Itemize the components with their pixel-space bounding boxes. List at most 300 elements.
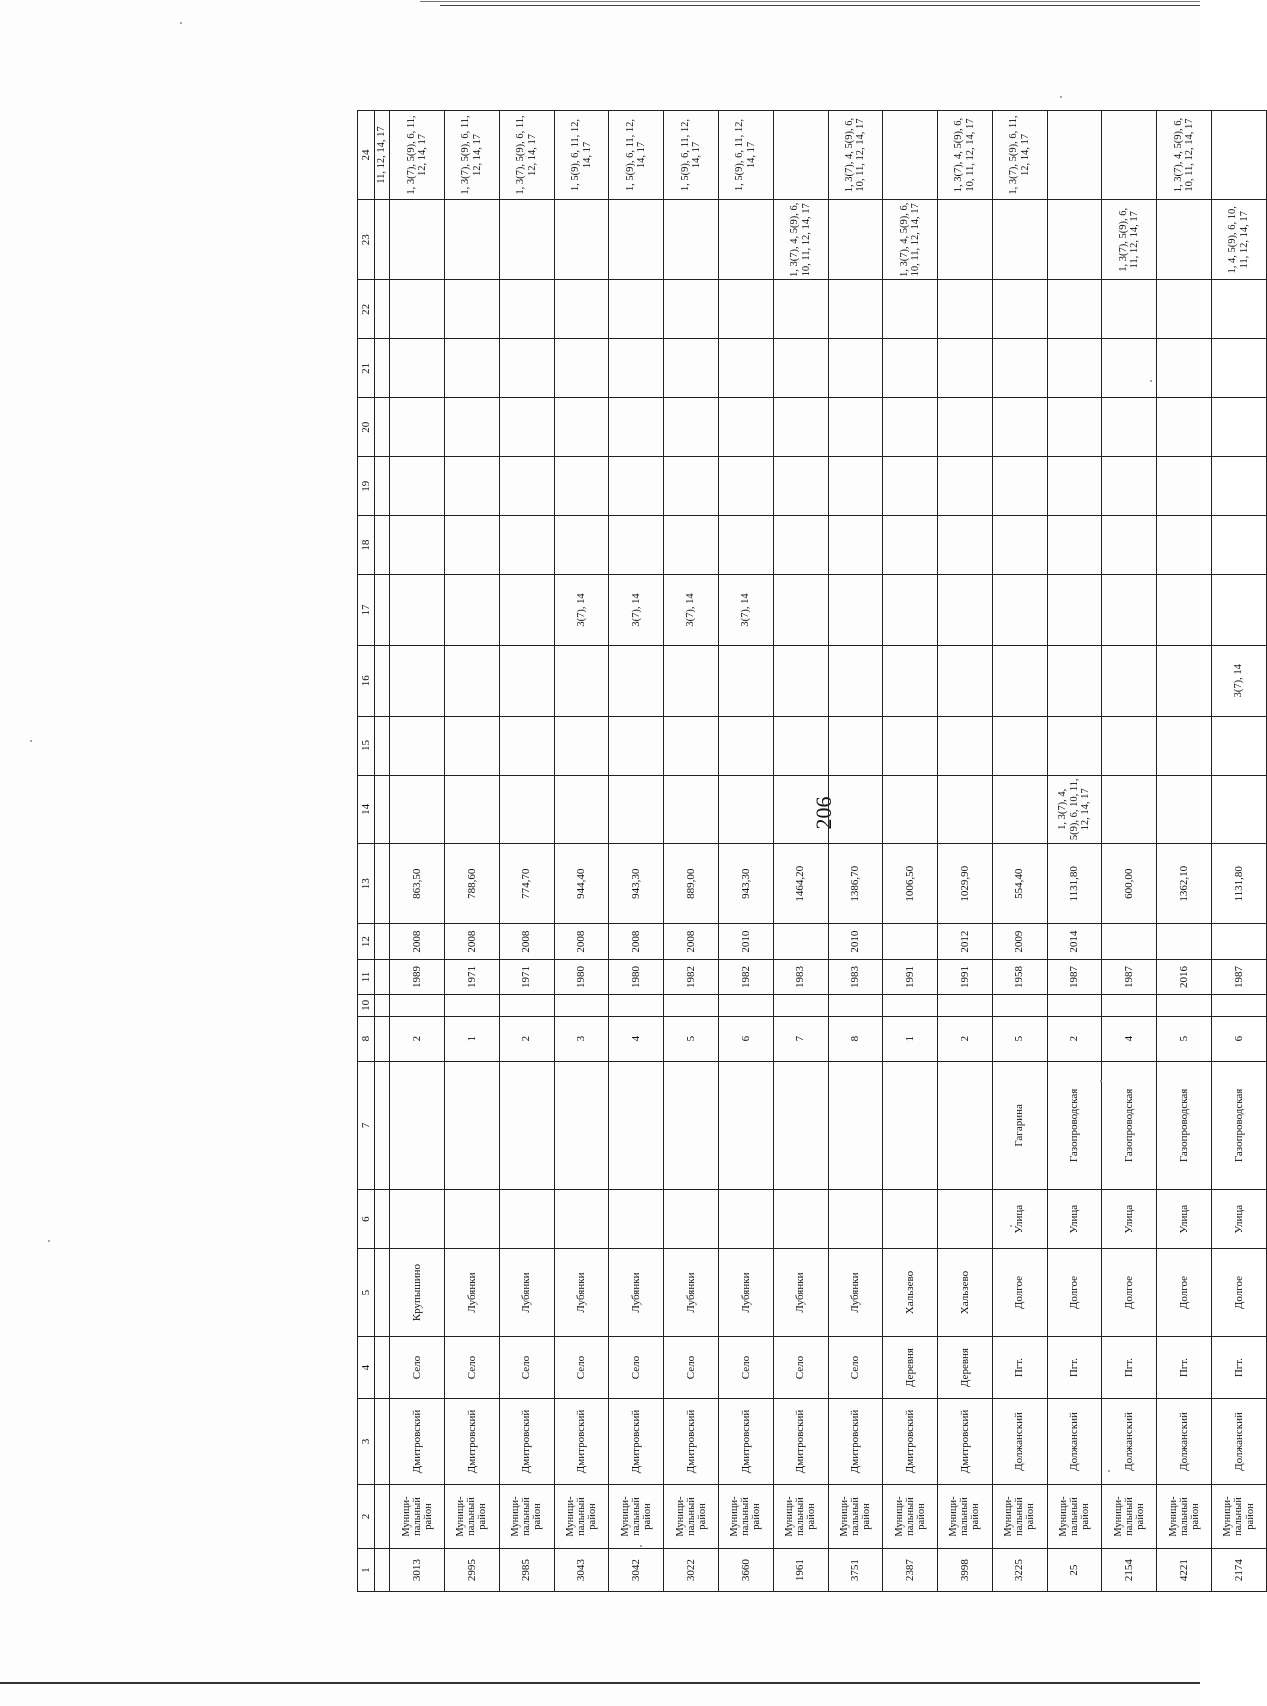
cell-col-14 bbox=[1102, 775, 1157, 844]
cell-col-21 bbox=[883, 339, 938, 398]
scan-edge-bottom-rule bbox=[0, 1682, 1200, 1684]
cell-col-2: Муници-пальный район bbox=[1211, 1484, 1266, 1548]
cell-col-20 bbox=[992, 398, 1047, 457]
cell-col-2: Муници-пальный район bbox=[390, 1484, 445, 1548]
cell-col-18 bbox=[375, 516, 390, 575]
cell-col-24: 1, 3(7), 4, 5(9), 6, 10, 11, 12, 14, 17 bbox=[1157, 111, 1212, 200]
cell-col-14 bbox=[375, 775, 390, 844]
cell-col-8: 5 bbox=[992, 1016, 1047, 1061]
scan-speck bbox=[640, 1545, 642, 1547]
cell-col-19 bbox=[375, 457, 390, 516]
cell-col-22 bbox=[390, 280, 445, 339]
cell-col-17 bbox=[445, 575, 500, 646]
cell-col-10 bbox=[445, 995, 500, 1016]
cell-col-8: 1 bbox=[445, 1016, 500, 1061]
cell-col-17 bbox=[1047, 575, 1102, 646]
cell-col-24: 11, 12, 14, 17 bbox=[375, 111, 390, 200]
cell-col-6 bbox=[609, 1190, 664, 1249]
cell-col-12 bbox=[375, 924, 390, 959]
cell-col-5: Хальзево bbox=[883, 1249, 938, 1337]
cell-col-5: Лубянки bbox=[664, 1249, 719, 1337]
cell-col-15 bbox=[609, 716, 664, 775]
table-row bbox=[828, 111, 883, 1592]
scan-speck bbox=[180, 22, 182, 24]
cell-col-20 bbox=[554, 398, 609, 457]
cell-col-6: Улица bbox=[1211, 1190, 1266, 1249]
cell-col-22 bbox=[992, 280, 1047, 339]
cell-col-8: 4 bbox=[609, 1016, 664, 1061]
cell-col-4: Село bbox=[609, 1336, 664, 1398]
cell-col-8: 5 bbox=[664, 1016, 719, 1061]
cell-col-7 bbox=[609, 1061, 664, 1190]
cell-col-1: 3751 bbox=[828, 1549, 883, 1592]
cell-col-17 bbox=[1102, 575, 1157, 646]
cell-col-17: 3(7), 14 bbox=[664, 575, 719, 646]
cell-col-13: 554,40 bbox=[992, 844, 1047, 924]
column-number-2: 2 bbox=[358, 1484, 375, 1548]
cell-col-13: 889,00 bbox=[664, 844, 719, 924]
cell-col-16 bbox=[445, 645, 500, 716]
cell-col-14 bbox=[828, 775, 883, 844]
cell-col-17 bbox=[883, 575, 938, 646]
cell-col-21 bbox=[390, 339, 445, 398]
cell-col-12 bbox=[1157, 924, 1212, 959]
cell-col-14 bbox=[554, 775, 609, 844]
cell-col-14 bbox=[445, 775, 500, 844]
cell-col-5: Долгое bbox=[1157, 1249, 1212, 1337]
cell-col-10 bbox=[992, 995, 1047, 1016]
cell-col-21 bbox=[1211, 339, 1266, 398]
column-number-11: 11 bbox=[358, 959, 375, 994]
cell-col-7: Гагарина bbox=[992, 1061, 1047, 1190]
cell-col-8: 2 bbox=[499, 1016, 554, 1061]
cell-col-6: Улица bbox=[1157, 1190, 1212, 1249]
cell-col-13: 1131,80 bbox=[1047, 844, 1102, 924]
cell-col-3: Должанский bbox=[1102, 1399, 1157, 1485]
cell-col-22 bbox=[445, 280, 500, 339]
cell-col-6 bbox=[664, 1190, 719, 1249]
cell-col-4: Деревня bbox=[938, 1336, 993, 1398]
cell-col-24 bbox=[773, 111, 828, 200]
cell-col-3: Должанский bbox=[992, 1399, 1047, 1485]
cell-col-16: 3(7), 14 bbox=[1211, 645, 1266, 716]
cell-col-8: 2 bbox=[938, 1016, 993, 1061]
column-number-13: 13 bbox=[358, 844, 375, 924]
cell-col-11: 1983 bbox=[773, 959, 828, 994]
cell-col-4: Пгт. bbox=[1102, 1336, 1157, 1398]
cell-col-14 bbox=[1211, 775, 1266, 844]
cell-col-12: 2012 bbox=[938, 924, 993, 959]
cell-col-6 bbox=[499, 1190, 554, 1249]
cell-col-5: Лубянки bbox=[773, 1249, 828, 1337]
cell-col-22 bbox=[718, 280, 773, 339]
cell-col-10 bbox=[828, 995, 883, 1016]
cell-col-21 bbox=[664, 339, 719, 398]
cell-col-11: 1989 bbox=[390, 959, 445, 994]
cell-col-3: Дмитровский bbox=[390, 1399, 445, 1485]
cell-col-17 bbox=[828, 575, 883, 646]
cell-col-16 bbox=[883, 645, 938, 716]
column-number-16: 16 bbox=[358, 645, 375, 716]
cell-col-22 bbox=[664, 280, 719, 339]
cell-col-14 bbox=[773, 775, 828, 844]
cell-col-3: Дмитровский bbox=[445, 1399, 500, 1485]
cell-col-7 bbox=[773, 1061, 828, 1190]
cell-col-21 bbox=[992, 339, 1047, 398]
cell-col-12: 2008 bbox=[499, 924, 554, 959]
cell-col-18 bbox=[883, 516, 938, 575]
cell-col-23 bbox=[554, 200, 609, 280]
cell-col-3 bbox=[375, 1399, 390, 1485]
cell-col-20 bbox=[499, 398, 554, 457]
cell-col-1: 2387 bbox=[883, 1549, 938, 1592]
cell-col-10 bbox=[1211, 995, 1266, 1016]
cell-col-13: 774,70 bbox=[499, 844, 554, 924]
cell-col-17 bbox=[390, 575, 445, 646]
cell-col-4: Село bbox=[445, 1336, 500, 1398]
cell-col-24: 1, 3(7), 4, 5(9), 6, 10, 11, 12, 14, 17 bbox=[938, 111, 993, 200]
cell-col-21 bbox=[773, 339, 828, 398]
cell-col-19 bbox=[828, 457, 883, 516]
cell-col-7: Газопроводская bbox=[1102, 1061, 1157, 1190]
cell-col-13: 943,30 bbox=[718, 844, 773, 924]
cell-col-15 bbox=[938, 716, 993, 775]
table-row bbox=[1102, 111, 1157, 1592]
cell-col-22 bbox=[499, 280, 554, 339]
cell-col-15 bbox=[718, 716, 773, 775]
cell-col-13: 1362,10 bbox=[1157, 844, 1212, 924]
cell-col-19 bbox=[1157, 457, 1212, 516]
cell-col-14 bbox=[499, 775, 554, 844]
table-row bbox=[1157, 111, 1212, 1592]
housing-registry-table bbox=[357, 110, 1267, 1592]
cell-col-17 bbox=[938, 575, 993, 646]
cell-col-10 bbox=[375, 995, 390, 1016]
cell-col-5: Лубянки bbox=[445, 1249, 500, 1337]
cell-col-21 bbox=[554, 339, 609, 398]
cell-col-10 bbox=[718, 995, 773, 1016]
cell-col-1: 3022 bbox=[664, 1549, 719, 1592]
cell-col-11: 1987 bbox=[1211, 959, 1266, 994]
cell-col-2 bbox=[375, 1484, 390, 1548]
cell-col-15 bbox=[390, 716, 445, 775]
scan-speck bbox=[1100, 1080, 1102, 1082]
cell-col-24: 1, 5(9), 6, 11, 12, 14, 17 bbox=[609, 111, 664, 200]
cell-col-22 bbox=[609, 280, 664, 339]
table-row bbox=[718, 111, 773, 1592]
table-row bbox=[773, 111, 828, 1592]
cell-col-20 bbox=[445, 398, 500, 457]
cell-col-12: 2008 bbox=[554, 924, 609, 959]
cell-col-24: 1, 5(9), 6, 11, 12, 14, 17 bbox=[554, 111, 609, 200]
cell-col-7 bbox=[718, 1061, 773, 1190]
cell-col-2: Муници-пальный район bbox=[718, 1484, 773, 1548]
cell-col-12: 2008 bbox=[390, 924, 445, 959]
cell-col-1: 25 bbox=[1047, 1549, 1102, 1592]
cell-col-22 bbox=[1047, 280, 1102, 339]
cell-col-7 bbox=[445, 1061, 500, 1190]
table-row bbox=[938, 111, 993, 1592]
cell-col-1: 2174 bbox=[1211, 1549, 1266, 1592]
cell-col-24: 1, 5(9), 6, 11, 12, 14, 17 bbox=[664, 111, 719, 200]
column-number-19: 19 bbox=[358, 457, 375, 516]
cell-col-14 bbox=[1157, 775, 1212, 844]
cell-col-23 bbox=[718, 200, 773, 280]
column-number-15: 15 bbox=[358, 716, 375, 775]
cell-col-7 bbox=[499, 1061, 554, 1190]
column-number-4: 4 bbox=[358, 1336, 375, 1398]
cell-col-2: Муници-пальный район bbox=[883, 1484, 938, 1548]
cell-col-15 bbox=[664, 716, 719, 775]
cell-col-24 bbox=[1211, 111, 1266, 200]
table-row bbox=[992, 111, 1047, 1592]
cell-col-17 bbox=[992, 575, 1047, 646]
table-row bbox=[1047, 111, 1102, 1592]
cell-col-2: Муници-пальный район bbox=[445, 1484, 500, 1548]
cell-col-16 bbox=[773, 645, 828, 716]
cell-col-5: Долгое bbox=[1047, 1249, 1102, 1337]
cell-col-3: Дмитровский bbox=[554, 1399, 609, 1485]
cell-col-17 bbox=[1157, 575, 1212, 646]
column-number-5: 5 bbox=[358, 1249, 375, 1337]
cell-col-10 bbox=[390, 995, 445, 1016]
cell-col-15 bbox=[499, 716, 554, 775]
cell-col-3: Должанский bbox=[1047, 1399, 1102, 1485]
column-number-23: 23 bbox=[358, 200, 375, 280]
cell-col-20 bbox=[609, 398, 664, 457]
cell-col-12 bbox=[1102, 924, 1157, 959]
table-row bbox=[609, 111, 664, 1592]
cell-col-11: 2016 bbox=[1157, 959, 1212, 994]
cell-col-7 bbox=[554, 1061, 609, 1190]
cell-col-5: Лубянки bbox=[828, 1249, 883, 1337]
cell-col-14 bbox=[883, 775, 938, 844]
cell-col-1: 2995 bbox=[445, 1549, 500, 1592]
cell-col-19 bbox=[445, 457, 500, 516]
cell-col-10 bbox=[554, 995, 609, 1016]
scan-speck bbox=[1108, 1470, 1110, 1472]
cell-col-6: Улица bbox=[1047, 1190, 1102, 1249]
cell-col-6: Улица bbox=[992, 1190, 1047, 1249]
cell-col-18 bbox=[773, 516, 828, 575]
scan-edge-top-line bbox=[420, 1, 1200, 2]
cell-col-20 bbox=[664, 398, 719, 457]
cell-col-7 bbox=[375, 1061, 390, 1190]
cell-col-8: 2 bbox=[1047, 1016, 1102, 1061]
cell-col-14 bbox=[390, 775, 445, 844]
cell-col-20 bbox=[1102, 398, 1157, 457]
cell-col-15 bbox=[992, 716, 1047, 775]
cell-col-23 bbox=[390, 200, 445, 280]
cell-col-1: 3660 bbox=[718, 1549, 773, 1592]
cell-col-4: Село bbox=[664, 1336, 719, 1398]
cell-col-10 bbox=[1157, 995, 1212, 1016]
cell-col-5: Лубянки bbox=[718, 1249, 773, 1337]
cell-col-4: Село bbox=[499, 1336, 554, 1398]
cell-col-5 bbox=[375, 1249, 390, 1337]
cell-col-20 bbox=[883, 398, 938, 457]
cell-col-11: 1971 bbox=[499, 959, 554, 994]
cell-col-7 bbox=[938, 1061, 993, 1190]
column-number-7: 7 bbox=[358, 1061, 375, 1190]
cell-col-6: Улица bbox=[1102, 1190, 1157, 1249]
cell-col-4: Село bbox=[828, 1336, 883, 1398]
cell-col-2: Муници-пальный район bbox=[499, 1484, 554, 1548]
cell-col-8: 2 bbox=[390, 1016, 445, 1061]
cell-col-16 bbox=[554, 645, 609, 716]
cell-col-10 bbox=[609, 995, 664, 1016]
cell-col-1 bbox=[375, 1549, 390, 1592]
cell-col-11: 1987 bbox=[1102, 959, 1157, 994]
cell-col-10 bbox=[499, 995, 554, 1016]
cell-col-16 bbox=[609, 645, 664, 716]
cell-col-15 bbox=[1157, 716, 1212, 775]
cell-col-19 bbox=[1047, 457, 1102, 516]
column-number-3: 3 bbox=[358, 1399, 375, 1485]
cell-col-5: Долгое bbox=[1102, 1249, 1157, 1337]
cell-col-16 bbox=[1157, 645, 1212, 716]
cell-col-12: 2010 bbox=[828, 924, 883, 959]
cell-col-4: Деревня bbox=[883, 1336, 938, 1398]
cell-col-24: 1, 3(7), 5(9), 6, 11, 12, 14, 17 bbox=[992, 111, 1047, 200]
cell-col-23 bbox=[499, 200, 554, 280]
cell-col-18 bbox=[554, 516, 609, 575]
cell-col-11: 1987 bbox=[1047, 959, 1102, 994]
cell-col-21 bbox=[718, 339, 773, 398]
cell-col-4: Село bbox=[773, 1336, 828, 1398]
cell-col-24: 1, 3(7), 4, 5(9), 6, 10, 11, 12, 14, 17 bbox=[828, 111, 883, 200]
cell-col-8: 8 bbox=[828, 1016, 883, 1061]
cell-col-15 bbox=[1047, 716, 1102, 775]
cell-col-19 bbox=[390, 457, 445, 516]
cell-col-4 bbox=[375, 1336, 390, 1398]
scan-speck bbox=[48, 1240, 50, 1242]
cell-col-18 bbox=[1047, 516, 1102, 575]
cell-col-17: 3(7), 14 bbox=[718, 575, 773, 646]
cell-col-19 bbox=[992, 457, 1047, 516]
cell-col-20 bbox=[718, 398, 773, 457]
cell-col-17: 3(7), 14 bbox=[554, 575, 609, 646]
cell-col-16 bbox=[375, 645, 390, 716]
cell-col-12: 2008 bbox=[609, 924, 664, 959]
cell-col-16 bbox=[992, 645, 1047, 716]
cell-col-21 bbox=[609, 339, 664, 398]
cell-col-13: 863,50 bbox=[390, 844, 445, 924]
cell-col-18 bbox=[938, 516, 993, 575]
cell-col-13: 1131,80 bbox=[1211, 844, 1266, 924]
cell-col-4: Село bbox=[718, 1336, 773, 1398]
cell-col-5: Лубянки bbox=[609, 1249, 664, 1337]
scan-speck bbox=[1060, 96, 1062, 98]
cell-col-12: 2009 bbox=[992, 924, 1047, 959]
cell-col-24 bbox=[1047, 111, 1102, 200]
cell-col-3: Дмитровский bbox=[828, 1399, 883, 1485]
cell-col-13: 1386,70 bbox=[828, 844, 883, 924]
page-number: 206 bbox=[811, 796, 836, 830]
cell-col-16 bbox=[664, 645, 719, 716]
cell-col-21 bbox=[445, 339, 500, 398]
cell-col-13: 600,00 bbox=[1102, 844, 1157, 924]
cell-col-20 bbox=[828, 398, 883, 457]
cell-col-19 bbox=[609, 457, 664, 516]
cell-col-4: Пгт. bbox=[1211, 1336, 1266, 1398]
table-row bbox=[883, 111, 938, 1592]
cell-col-23 bbox=[1047, 200, 1102, 280]
table-row bbox=[499, 111, 554, 1592]
cell-col-23 bbox=[375, 200, 390, 280]
cell-col-12: 2014 bbox=[1047, 924, 1102, 959]
cell-col-15 bbox=[445, 716, 500, 775]
cell-col-20 bbox=[938, 398, 993, 457]
cell-col-3: Дмитровский bbox=[938, 1399, 993, 1485]
cell-col-16 bbox=[938, 645, 993, 716]
cell-col-2: Муници-пальный район bbox=[938, 1484, 993, 1548]
cell-col-5: Лубянки bbox=[554, 1249, 609, 1337]
cell-col-17 bbox=[1211, 575, 1266, 646]
cell-col-16 bbox=[1047, 645, 1102, 716]
cell-col-7 bbox=[828, 1061, 883, 1190]
table-row bbox=[390, 111, 445, 1592]
cell-col-23 bbox=[938, 200, 993, 280]
cell-col-23: 1, 3(7), 4, 5(9), 6, 10, 11, 12, 14, 17 bbox=[883, 200, 938, 280]
column-number-20: 20 bbox=[358, 398, 375, 457]
cell-col-22 bbox=[375, 280, 390, 339]
cell-col-12 bbox=[883, 924, 938, 959]
cell-col-21 bbox=[938, 339, 993, 398]
cell-col-18 bbox=[1211, 516, 1266, 575]
cell-col-5: Лубянки bbox=[499, 1249, 554, 1337]
cell-col-23 bbox=[445, 200, 500, 280]
cell-col-18 bbox=[992, 516, 1047, 575]
cell-col-11: 1971 bbox=[445, 959, 500, 994]
cell-col-23 bbox=[609, 200, 664, 280]
cell-col-22 bbox=[828, 280, 883, 339]
column-number-8: 8 bbox=[358, 1016, 375, 1061]
cell-col-4: Пгт. bbox=[1157, 1336, 1212, 1398]
cell-col-8 bbox=[375, 1016, 390, 1061]
cell-col-21 bbox=[1047, 339, 1102, 398]
cell-col-16 bbox=[828, 645, 883, 716]
cell-col-8: 5 bbox=[1157, 1016, 1212, 1061]
cell-col-6 bbox=[938, 1190, 993, 1249]
cell-col-10 bbox=[883, 995, 938, 1016]
cell-col-23 bbox=[1157, 200, 1212, 280]
cell-col-24 bbox=[1102, 111, 1157, 200]
cell-col-14: 1, 3(7), 4, 5(9), 6, 10, 11, 12, 14, 17 bbox=[1047, 775, 1102, 844]
cell-col-1: 2985 bbox=[499, 1549, 554, 1592]
cell-col-6 bbox=[445, 1190, 500, 1249]
column-number-row bbox=[358, 111, 375, 1592]
column-number-18: 18 bbox=[358, 516, 375, 575]
cell-col-15 bbox=[375, 716, 390, 775]
cell-col-2: Муници-пальный район bbox=[1157, 1484, 1212, 1548]
cell-col-10 bbox=[1047, 995, 1102, 1016]
cell-col-18 bbox=[718, 516, 773, 575]
column-number-10: 10 bbox=[358, 995, 375, 1016]
cell-col-19 bbox=[554, 457, 609, 516]
cell-col-2: Муници-пальный район bbox=[1047, 1484, 1102, 1548]
cell-col-14 bbox=[938, 775, 993, 844]
cell-col-7: Газопроводская bbox=[1211, 1061, 1266, 1190]
cell-col-11 bbox=[375, 959, 390, 994]
cell-col-8: 1 bbox=[883, 1016, 938, 1061]
cell-col-18 bbox=[1102, 516, 1157, 575]
cell-col-21 bbox=[828, 339, 883, 398]
cell-col-4: Село bbox=[390, 1336, 445, 1398]
cell-col-11: 1983 bbox=[828, 959, 883, 994]
cell-col-7 bbox=[664, 1061, 719, 1190]
table-row bbox=[445, 111, 500, 1592]
